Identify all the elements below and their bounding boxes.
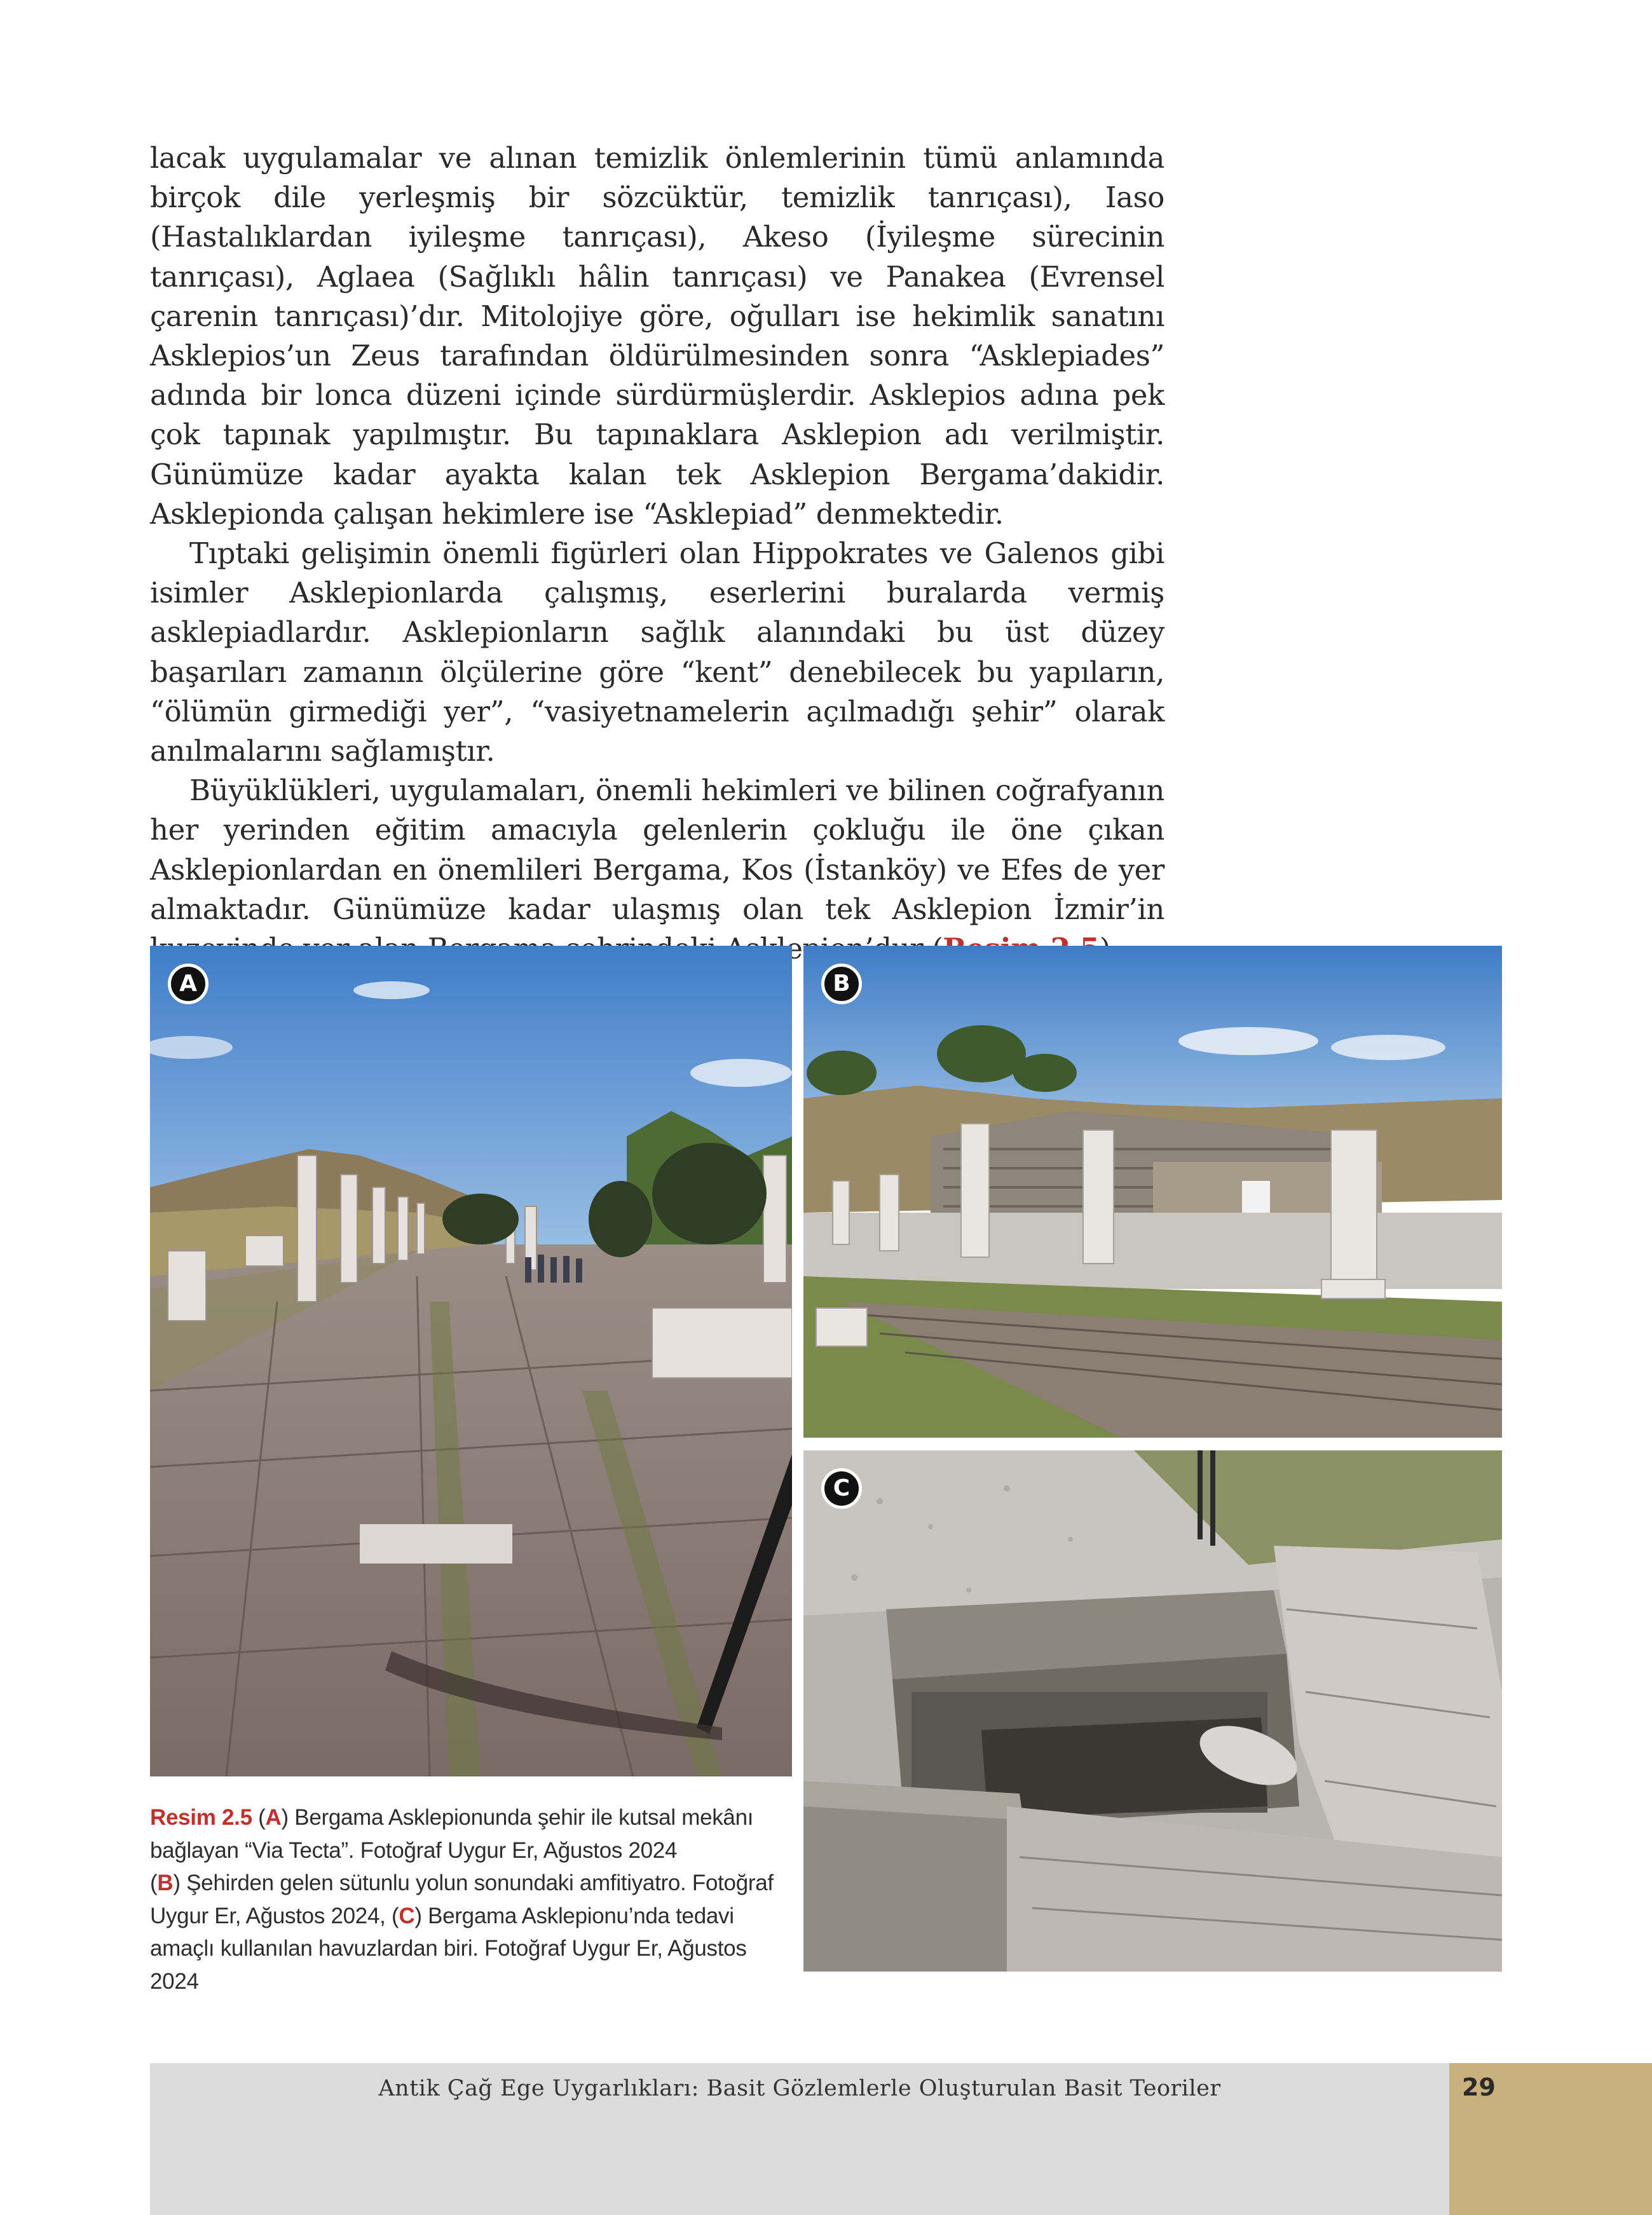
caption-open-a: ( xyxy=(252,1805,266,1830)
photo-b-marker: B xyxy=(821,964,862,1004)
caption-label: Resim 2.5 xyxy=(150,1805,252,1830)
footer-bar xyxy=(150,2063,1449,2215)
caption-letter-c: C xyxy=(399,1903,415,1928)
caption-letter-b: B xyxy=(157,1871,174,1895)
photo-a-image xyxy=(150,946,792,1776)
caption-text-b: ) Şehirden gelen sütunlu yolun sonundaki amfitiyatro. Fotoğraf Uygur Er, Ağustos 2024, ( xyxy=(150,1871,774,1928)
caption-text-c: ) Bergama Asklepionu’nda tedavi amaçlı kullanılan havuzlardan biri. Fotoğraf Uygur Er, Ağustos 2024 xyxy=(150,1903,747,1994)
photo-a-via-tecta xyxy=(150,946,792,1776)
caption-letter-a: A xyxy=(265,1805,282,1830)
figure-caption xyxy=(150,1801,786,1998)
paragraph-3 xyxy=(150,771,1164,969)
paragraph-2: Tıptaki gelişimin önemli figürleri olan Hippokrates ve Galenos gibi isimler Asklepionlarda çalışmış, eserlerini buralarda vermiş asklepiadlardır. Asklepionların sağlık alanındaki bu üst düzey başarıları zamanın ölçülerine göre “kent” denebilecek bu yapıların, “ölümün girmediği yer”, “vasiyetnamelerin açılmadığı şehir” olarak anılmalarını sağlamıştır. xyxy=(150,536,1164,768)
paragraph-3-text: Büyüklükleri, uygulamaları, önemli hekimleri ve bilinen coğrafyanın her yerinden eğitim amacıyla gelenlerin çokluğu ile öne çıkan Asklepionlardan en önemlileri Bergama, Kos (İstanköy) ve Efes de yer almaktadır. Günümüze kadar ulaşmış olan tek Asklepion İzmir’in xyxy=(150,774,1164,926)
footer-title: Antik Çağ Ege Uygarlıkları: Basit Gözlemlerle Oluşturulan Basit Teoriler xyxy=(378,2076,1221,2101)
page-number: 29 xyxy=(1462,2073,1496,2101)
photo-c-healing-pool xyxy=(803,1450,1502,1972)
page-number-box xyxy=(1449,2063,1652,2215)
photo-b-image xyxy=(803,946,1502,1438)
photo-b-amphitheatre xyxy=(803,946,1502,1438)
photo-a-marker: A xyxy=(168,964,208,1004)
photo-c-marker: C xyxy=(821,1468,862,1509)
body-text xyxy=(150,139,1164,969)
caption-text-a: ) Bergama Asklepionunda şehir ile kutsal mekânı bağlayan “Via Tecta”. Fotoğraf Uygur Er, Ağustos 2024 xyxy=(150,1805,754,1863)
photo-c-image xyxy=(803,1450,1502,1972)
caption-open-b: ( xyxy=(150,1871,158,1895)
paragraph-1: lacak uygulamalar ve alınan temizlik önlemlerinin tümü anlamında birçok dile yerleşmiş bir sözcüktür, temizlik tanrıçası), Iaso (Hastalıklardan iyileşme tanrıçası), Akeso (İyileşme sürecinin tanrıçası), Aglaea (Sağlıklı hâlin tanrıçası) ve Panakea (Evrensel çarenin tanrıçası)’dır. Mitolojiye göre, oğulları ise hekimlik sanatını Asklepios’un Zeus tarafından öldürülmesinden sonra “Asklepiades” adında bir lonca düzeni içinde sürdürmüşlerdir. Asklepios adına pek çok tapınak yapılmıştır. Bu tapınaklara Asklepion adı verilmiştir. Günümüze kadar ayakta kalan tek Asklepion Bergama’dakidir. Asklepionda çalışan hekimlere ise “Asklepiad” denmektedir. xyxy=(150,141,1164,531)
